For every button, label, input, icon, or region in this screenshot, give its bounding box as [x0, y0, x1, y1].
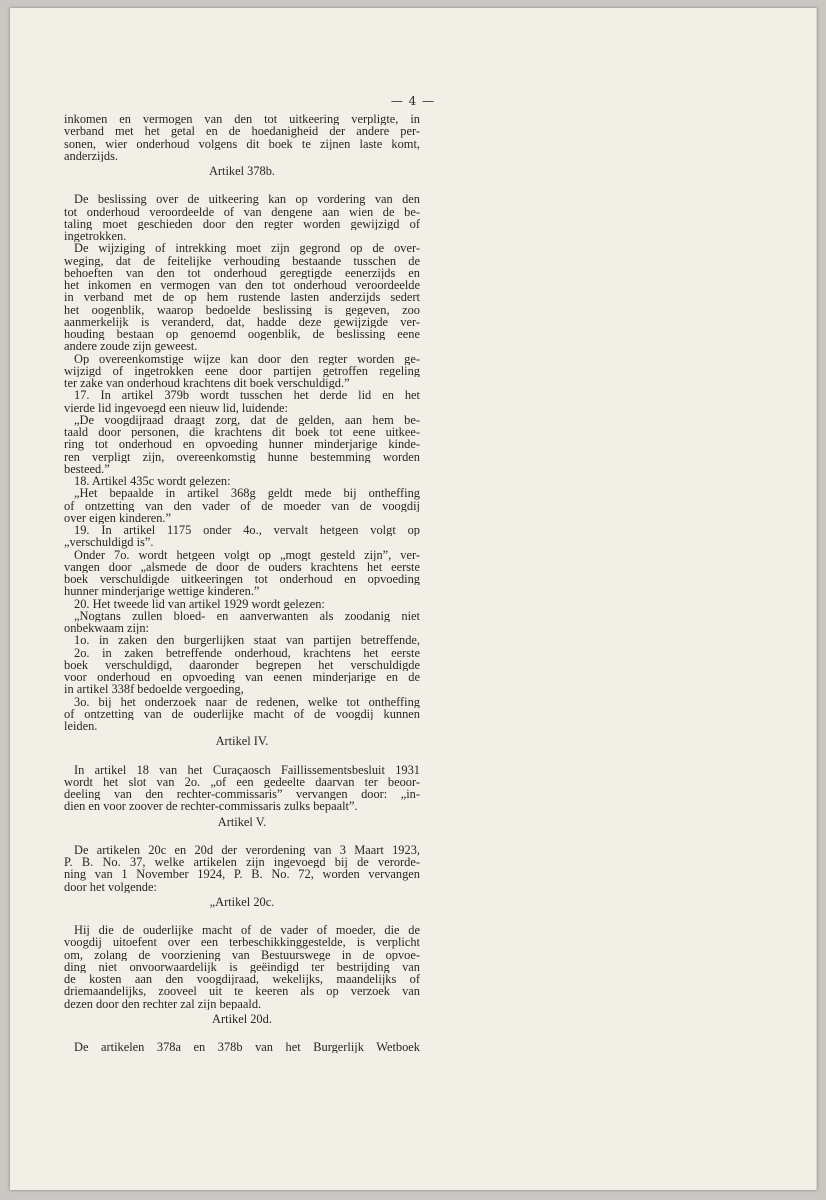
- text-line: ren verpligt zijn, overeenkomstig hunne bestemming worden: [64, 450, 420, 463]
- text-line: Onder 7o. wordt hetgeen volgt op „mogt gesteld zijn”, ver-: [74, 548, 420, 561]
- text-line: over eigen kinderen.”: [64, 511, 171, 524]
- text-line: dezen door den rechter zal zijn bepaald.: [64, 997, 262, 1010]
- text-line: vierde lid ingevoegd een nieuw lid, luidende:: [64, 401, 288, 414]
- text-line: vangen door „alsmede de door de ouders krachtens het eerste: [64, 560, 420, 573]
- text-line: inkomen en vermogen van den tot uitkeering verpligte, in: [64, 113, 420, 126]
- text-line: hunner minderjarige wettige kinderen.”: [64, 585, 260, 598]
- text-line: ter zake van onderhoud krachtens dit boek verschuldigd.”: [64, 377, 350, 390]
- text-line: houding bestaan op genoemd oogenblik, de beslissing eene: [64, 328, 420, 341]
- text-line: P. B. No. 37, welke artikelen zijn ingevoegd bij de verorde-: [64, 856, 420, 869]
- article-heading: Artikel IV.: [215, 735, 269, 748]
- text-line: Hij die de ouderlijke macht of de vader of moeder, die de: [74, 924, 420, 937]
- text-line: De artikelen 20c en 20d der verordening van 3 Maart 1923,: [74, 843, 420, 856]
- text-line: leiden.: [64, 720, 98, 733]
- text-line: De beslissing over de uitkeering kan op vordering van den: [74, 193, 420, 206]
- text-line: door het volgende:: [64, 880, 157, 893]
- text-line: in verband met de op hem rustende lasten anderzijds sedert: [64, 291, 420, 304]
- article-heading: Artikel V.: [217, 815, 267, 828]
- text-line: wordt het slot van 2o. „of een gedeelte daarvan ter beoor-: [64, 775, 420, 788]
- text-line: 3o. bij het onderzoek naar de redenen, welke tot ontheffing: [74, 695, 420, 708]
- text-line: weging, dat de feitelijke verhouding bestaande tusschen de: [64, 254, 420, 267]
- text-line: „Nogtans zullen bloed- en aanverwanten als zoodanig niet: [74, 609, 420, 622]
- text-line: „De voogdijraad draagt zorg, dat de gelden, aan hem be-: [74, 413, 420, 426]
- text-line: verband met het getal en de hoedanigheid der andere per-: [64, 125, 420, 138]
- text-line: aanmerkelijk is veranderd, dat, hadde deze gewijzigde ver-: [64, 315, 420, 328]
- text-line: besteed.”: [64, 462, 110, 475]
- text-line: taald door personen, die krachtens dit boek tot eene uitkee-: [64, 426, 420, 439]
- text-line: taling moet geschieden door den regter worden gewijzigd of: [64, 217, 420, 230]
- text-line: ring tot onderhoud en opvoeding hunner minderjarige kinde-: [64, 438, 420, 451]
- article-heading: Artikel 378b.: [208, 165, 276, 178]
- text-line: of ontzetting van den vader of de moeder van de voogdij: [64, 499, 420, 512]
- text-line: het oogenblik, waarop bedoelde beslissing is gegeven, zoo: [64, 303, 420, 316]
- text-line: „Het bepaalde in artikel 368g geldt mede bij ontheffing: [74, 487, 420, 500]
- text-line: de kosten aan den voogdijraad, wekelijks, maandelijks of: [64, 973, 420, 986]
- text-line: 19. In artikel 1175 onder 4o., vervalt hetgeen volgt op: [74, 524, 420, 537]
- text-line: dien en voor zoover de rechter-commissaris zulks bepaalt”.: [64, 800, 358, 813]
- text-line: ning van 1 November 1924, P. B. No. 72, worden vervangen: [64, 868, 420, 881]
- text-line: ingetrokken.: [64, 230, 127, 243]
- article-heading: „Artikel 20c.: [209, 895, 275, 908]
- text-line: in artikel 338f bedoelde vergoeding,: [64, 683, 244, 696]
- text-line: het inkomen en vermogen van den tot onderhoud veroordeelde: [64, 279, 420, 292]
- text-line: driemaandelijks, zooveel uit te keeren als op verzoek van: [64, 985, 420, 998]
- text-line: ding niet onvoorwaardelijk is geëindigd ter bestrijding van: [64, 960, 420, 973]
- body-text: [64, 113, 420, 1053]
- text-line: In artikel 18 van het Curaçaosch Faillissementsbesluit 1931: [74, 763, 420, 776]
- text-line: onbekwaam zijn:: [64, 622, 149, 635]
- text-line: 17. In artikel 379b wordt tusschen het derde lid en het: [74, 389, 420, 402]
- text-line: Op overeenkomstige wijze kan door den regter worden ge-: [74, 352, 420, 365]
- text-line: 1o. in zaken den burgerlijken staat van partijen betreffende,: [74, 634, 420, 647]
- text-line: „verschuldigd is”.: [64, 536, 154, 549]
- text-line: boek verschuldigd, daaronder begrepen het verschuldigde: [64, 658, 420, 671]
- text-line: boek verschuldigde uitkeeringen tot onderhoud en opvoeding: [64, 573, 420, 586]
- text-line: behoeften van den tot onderhoud geregtigde eenerzijds en: [64, 266, 420, 279]
- page-number: — 4 —: [390, 94, 436, 108]
- article-heading: Artikel 20d.: [212, 1012, 272, 1025]
- text-line: tot onderhoud veroordeelde of van dengene aan wien de be-: [64, 205, 420, 218]
- text-line: 18. Artikel 435c wordt gelezen:: [74, 475, 231, 488]
- text-line: voor onderhoud en opvoeding van eenen minderjarige en de: [64, 671, 420, 684]
- text-line: wijzigd of ingetrokken eene door partijen getroffen regeling: [64, 364, 420, 377]
- text-line: deeling van den rechter-commissaris” vervangen door: „in-: [64, 788, 420, 801]
- text-line: De wijziging of intrekking moet zijn gegrond op de over-: [74, 242, 420, 255]
- text-line: 20. Het tweede lid van artikel 1929 wordt gelezen:: [74, 597, 325, 610]
- text-line: anderzijds.: [64, 149, 119, 162]
- text-line: of ontzetting van de ouderlijke macht of de voogdij kunnen: [64, 707, 420, 720]
- text-line: 2o. in zaken betreffende onderhoud, krachtens het eerste: [74, 646, 420, 659]
- text-line: De artikelen 378a en 378b van het Burgerlijk Wetboek: [74, 1041, 420, 1054]
- text-line: sonen, wier onderhoud volgens dit boek te zijnen laste komt,: [64, 137, 420, 150]
- text-line: om, zolang de voorziening van Bestuurswege in de opvoe-: [64, 948, 420, 961]
- text-line: voogdij uitoefent over een terbeschikkinggestelde, is verplicht: [64, 936, 420, 949]
- text-line: andere zoude zijn geweest.: [64, 340, 198, 353]
- document-page: [10, 8, 817, 1190]
